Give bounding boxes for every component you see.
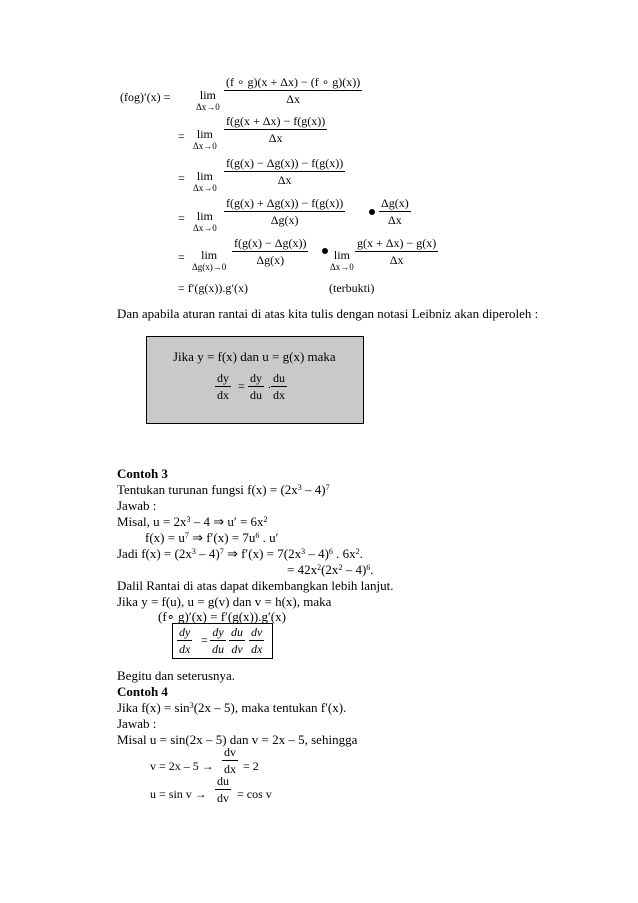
limit-operator: lim Δx→0 xyxy=(193,169,217,193)
chain-rule-box xyxy=(172,623,273,659)
fraction: g(x + Δx) − g(x) Δx xyxy=(357,236,437,267)
example-3-heading: Contoh 3 xyxy=(117,466,168,481)
continuation-text: Begitu dan seterusnya. xyxy=(117,668,236,683)
equals-sign: = xyxy=(178,211,185,225)
leibniz-box-title: Jika y = f(x) dan u = g(x) maka xyxy=(173,349,336,364)
product-dot xyxy=(369,209,375,215)
fraction-du-dv: du dv xyxy=(217,774,229,805)
limit-operator: lim Δx→0 xyxy=(193,127,217,151)
fraction-dy-dx: dy dx xyxy=(179,625,191,656)
fraction: (f ∘ g)(x + Δx) − (f ∘ g)(x)) Δx xyxy=(226,75,361,106)
proof-note: (terbukti) xyxy=(329,281,375,295)
leibniz-intro-text: Dan apabila aturan rantai di atas kita tulis dengan notasi Leibniz akan diperoleh : xyxy=(117,306,539,321)
result-line: = f′(g(x)).g′(x) xyxy=(178,281,248,295)
fraction-dy-du: dy du xyxy=(212,625,224,656)
fraction: f(g(x + Δx) − f(g(x)) Δx xyxy=(226,114,326,145)
example-4-heading: Contoh 4 xyxy=(117,684,168,699)
multiplication-dot: . xyxy=(268,377,271,391)
answer-label: Jawab : xyxy=(117,498,157,513)
fraction-du-dx: du dx xyxy=(273,371,285,402)
equals-sign: = xyxy=(178,129,185,143)
example-3-step: Misal, $u = 2x^3 - 4$ ⇒ $u' = 6x^2$ xyxy=(117,514,268,529)
fraction: f(g(x) + Δg(x)) − f(g(x)) Δg(x) xyxy=(226,196,344,227)
chain-rule-extension-text: Dalil Rantai di atas dapat dikembangkan lebih lanjut. xyxy=(117,578,394,593)
u-derivative-value: = cos v xyxy=(237,787,272,801)
equals-sign: = xyxy=(238,379,245,393)
fraction: f(g(x) − Δg(x)) Δg(x) xyxy=(234,236,307,267)
example-3-result: = $42x^2(2x^2 - 4)^6$. xyxy=(287,562,374,577)
u-derivative-line: u = sin v → xyxy=(150,787,207,801)
example-4-substitution: Misal u = sin(2x – 5) dan v = 2x – 5, sehingga xyxy=(117,732,358,747)
example-3-result: Jadi $f(x) = (2x^3 - 4)^7$ ⇒ $f'(x) = 7(2x^3 - 4)^6$ . $6x^2$. xyxy=(117,546,363,561)
fraction: Δg(x) Δx xyxy=(381,196,409,227)
derivative-lhs: (fog)′(x) = xyxy=(120,90,171,104)
fraction-dy-du: dy du xyxy=(250,371,262,402)
product-dot xyxy=(322,248,328,254)
equals-sign: = xyxy=(201,633,208,647)
equals-sign: = xyxy=(178,250,185,264)
limit-operator: lim Δx→0 xyxy=(196,88,220,112)
limit-operator: lim Δx→0 xyxy=(193,209,217,233)
fraction: f(g(x) − Δg(x)) − f(g(x)) Δx xyxy=(226,156,344,187)
v-derivative-line: v = 2x – 5 → xyxy=(150,759,214,773)
limit-operator: lim Δx→0 xyxy=(330,248,354,272)
fraction-dv-dx: dv dx xyxy=(224,745,236,776)
example-4-question: Jika $f(x) = \sin^3(2x - 5)$, maka tentukan f′(x). xyxy=(117,700,347,715)
composition-formula: (f∘ g)′(x) = f′(g(x)).g′(x) xyxy=(158,609,286,624)
leibniz-box xyxy=(146,336,364,424)
chain-rule-condition-text: Jika y = f(u), u = g(v) dan v = h(x), maka xyxy=(117,594,332,609)
fraction-du-dv: du dv xyxy=(231,625,243,656)
v-derivative-value: = 2 xyxy=(243,759,259,773)
limit-operator: lim Δg(x)→0 xyxy=(192,248,227,272)
example-3-question: Tentukan turunan fungsi $f(x) = (2x^3 - 4)^7$ xyxy=(117,482,330,497)
fraction-dv-dx: dv dx xyxy=(251,625,263,656)
equals-sign: = xyxy=(178,171,185,185)
example-3-step: $f(x) = u^7$ ⇒ $f'(x) = 7u^6$ . u′ xyxy=(145,530,279,545)
fraction-dy-dx: dy dx xyxy=(217,371,229,402)
answer-label: Jawab : xyxy=(117,716,157,731)
